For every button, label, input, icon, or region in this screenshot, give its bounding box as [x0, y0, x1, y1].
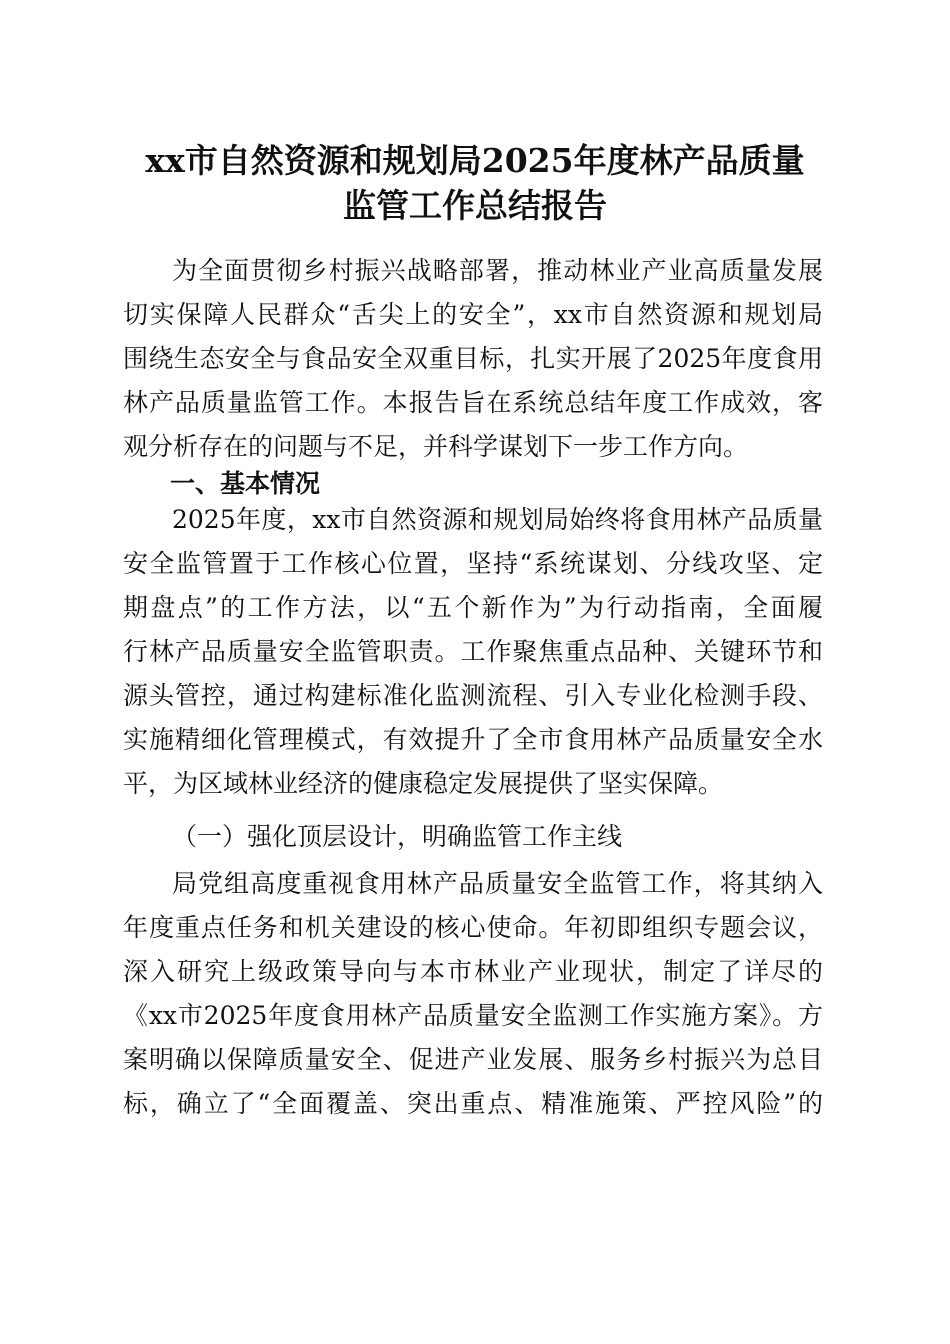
paragraph: [123, 498, 823, 806]
paragraph-line: 《xx市2025年度食用林产品质量安全监测工作实施方案》。方: [123, 1001, 823, 1030]
paragraph-line: 年度重点任务和机关建设的核心使命。年初即组织专题会议，: [123, 913, 823, 942]
paragraph: [123, 862, 823, 1126]
paragraph-line: 平，为区域林业经济的健康稳定发展提供了坚实保障。: [123, 769, 724, 798]
paragraph-line: 围绕生态安全与食品安全双重目标，扎实开展了2025年度食用: [123, 344, 823, 373]
paragraph-line: 行林产品质量安全监管职责。工作聚焦重点品种、关键环节和: [123, 637, 823, 666]
paragraph-line: 为全面贯彻乡村振兴战略部署，推动林业产业高质量发展: [172, 256, 823, 285]
paragraph-line: 源头管控，通过构建标准化监测流程、引入专业化检测手段、: [123, 681, 823, 710]
paragraph-line: 观分析存在的问题与不足，并科学谋划下一步工作方向。: [123, 432, 749, 461]
document-title: [0, 138, 950, 228]
paragraph-line: 标，确立了“全面覆盖、突出重点、精准施策、严控风险”的: [123, 1089, 823, 1118]
paragraph-line: 林产品质量监管工作。本报告旨在系统总结年度工作成效，客: [123, 388, 823, 417]
title-line: xx市自然资源和规划局2025年度林产品质量: [145, 141, 805, 180]
paragraph-line: 切实保障人民群众“舌尖上的安全”，xx市自然资源和规划局: [123, 300, 823, 329]
paragraph-line: 期盘点”的工作方法，以“五个新作为”为行动指南，全面履: [123, 593, 823, 622]
subsection-heading: （一）强化顶层设计，明确监管工作主线: [172, 822, 623, 851]
title-line: 监管工作总结报告: [343, 186, 607, 225]
paragraph-line: 实施精细化管理模式，有效提升了全市食用林产品质量安全水: [123, 725, 823, 754]
paragraph: [123, 249, 823, 469]
paragraph-line: 局党组高度重视食用林产品质量安全监管工作，将其纳入: [172, 869, 823, 898]
paragraph-line: 2025年度，xx市自然资源和规划局始终将食用林产品质量: [172, 505, 823, 534]
paragraph-line: 案明确以保障质量安全、促进产业发展、服务乡村振兴为总目: [123, 1045, 823, 1074]
document-body: [123, 249, 823, 1126]
paragraph-line: 深入研究上级政策导向与本市林业产业现状，制定了详尽的: [123, 957, 823, 986]
paragraph-line: 安全监管置于工作核心位置，坚持“系统谋划、分线攻坚、定: [123, 549, 823, 578]
section-heading: 一、基本情况: [170, 469, 321, 498]
